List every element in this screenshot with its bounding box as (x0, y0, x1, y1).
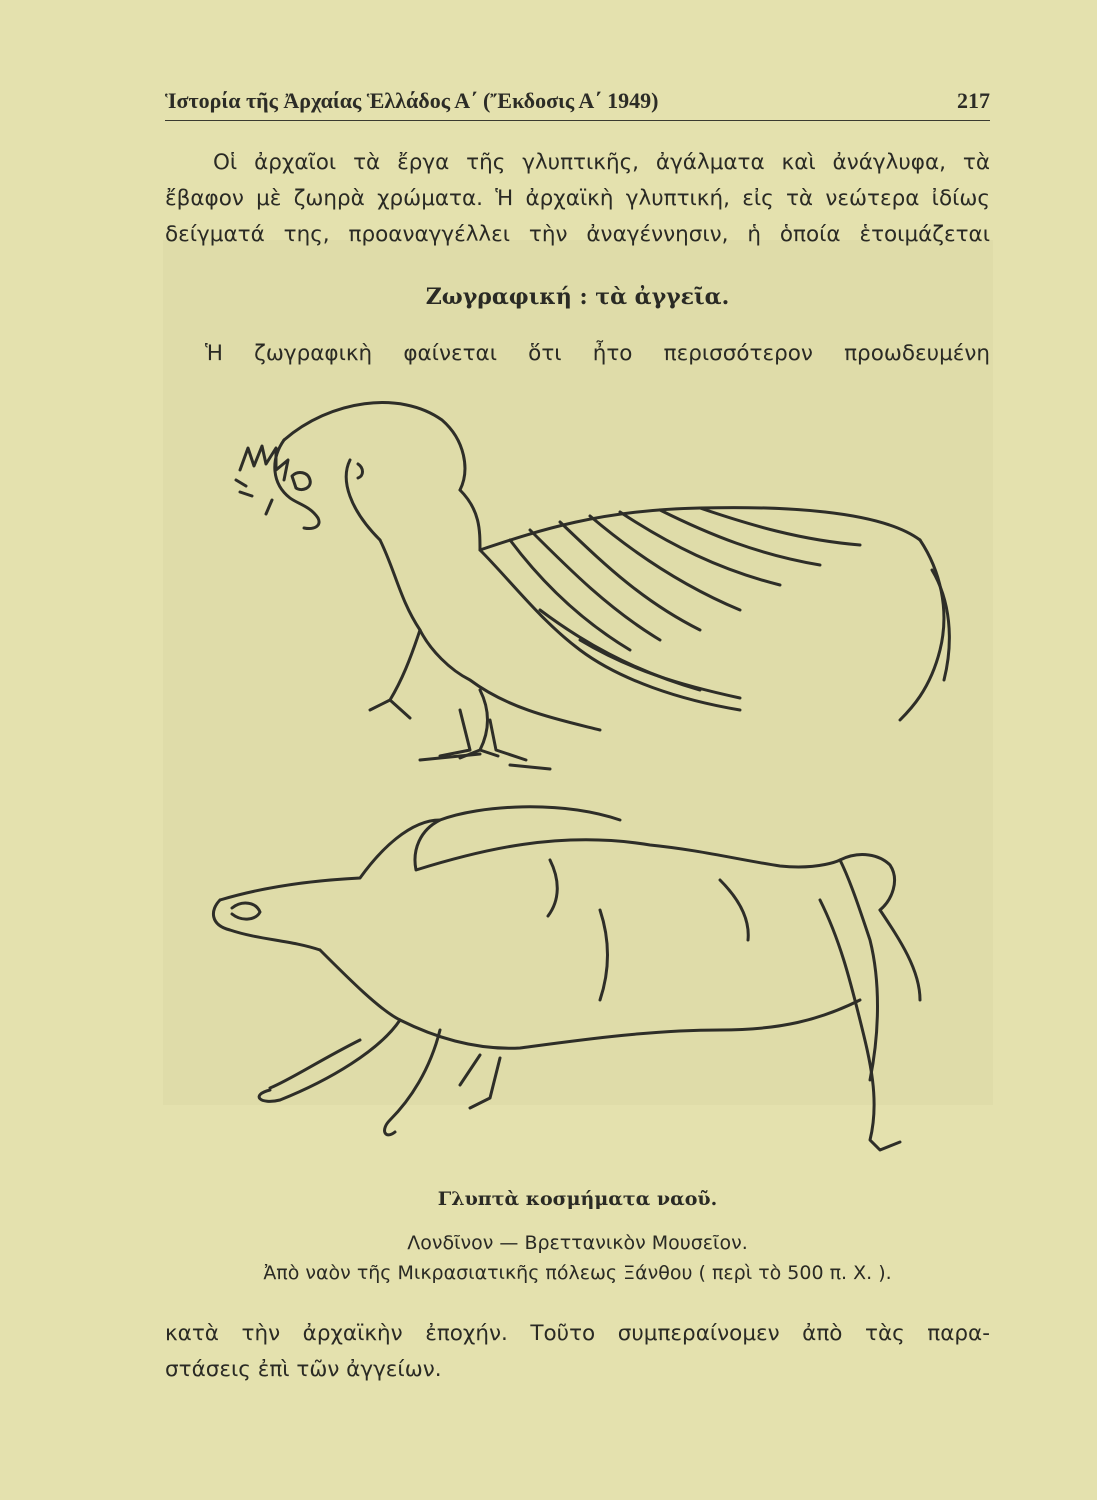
caption-title: Γλυπτὰ κοσμήματα ναοῦ. (437, 1188, 718, 1210)
boar-drawing (213, 807, 920, 1150)
caption-source: Ἀπὸ ναὸν τῆς Μικρασιατικῆς πόλεως Ξάνθου ( περὶ τὸ 500 π. Χ. ). (263, 1262, 892, 1284)
running-title: Ἱστορία τῆς Ἀρχαίας Ἑλλάδος Α΄ (Ἔκδοσις Α΄ 1949) (165, 88, 659, 113)
intro-paragraph (165, 145, 990, 253)
intro-line: δείγματά της, προαναγγέλλει τὴν ἀναγέννησιν, ἡ ὁποία ἑτοιμάζεται (165, 222, 990, 247)
page-number: 217 (957, 88, 990, 113)
closing-paragraph (165, 1316, 990, 1388)
section-heading: Ζωγραφική : τὰ ἀγγεῖα. (425, 284, 730, 310)
section-first-line: Ἡ ζωγραφικὴ φαίνεται ὅτι ἦτο περισσότερον προωδευμένη (205, 341, 990, 366)
caption-location: Λονδῖνον — Βρεττανικὸν Μουσεῖον. (407, 1232, 748, 1254)
closing-line: στάσεις ἐπὶ τῶν ἀγγείων. (165, 1357, 442, 1382)
closing-line: κατὰ τὴν ἀρχαϊκὴν ἐποχήν. Τοῦτο συμπεραίνομεν ἀπὸ τὰς παρα- (165, 1321, 990, 1346)
rooster-drawing (236, 403, 949, 769)
intro-line: ἔβαφον μὲ ζωηρὰ χρώματα. Ἡ ἀρχαϊκὴ γλυπτική, εἰς τὰ νεώτερα ἰδίως (165, 186, 990, 211)
intro-line: Οἱ ἀρχαῖοι τὰ ἔργα τῆς γλυπτικῆς, ἀγάλματα καὶ ἀνάγλυφα, τὰ (213, 150, 990, 175)
figure-illustration (180, 380, 990, 1210)
page-header (165, 88, 990, 114)
section-paragraph (165, 336, 990, 372)
header-rule (165, 120, 990, 121)
